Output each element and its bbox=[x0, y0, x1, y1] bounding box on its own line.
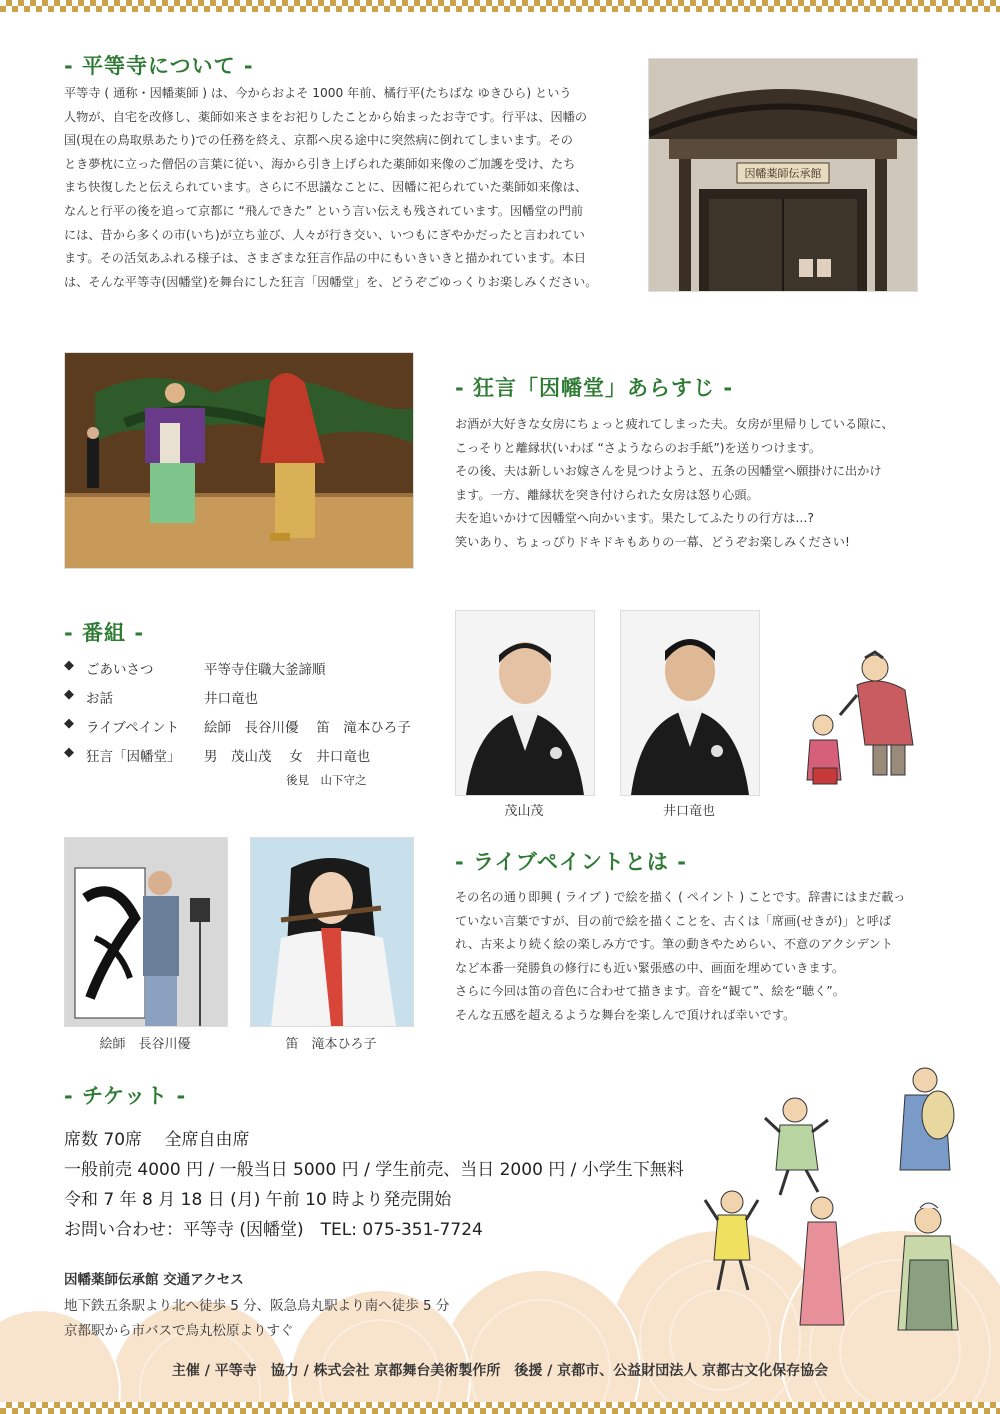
program-label: ごあいさつ bbox=[86, 662, 154, 678]
live-paint-text bbox=[455, 886, 935, 1028]
about-line: まち快復したと伝えられています。さらに不思議なことに、因幡に祀られていた薬師如来像は、 bbox=[64, 180, 588, 195]
program-value: 男 茂山茂 女 井口竜也 bbox=[204, 749, 371, 765]
live-paint-line: さらに今回は笛の音色に合わせて描きます。音を“観て”、絵を“聴く”。 bbox=[455, 984, 845, 999]
program-heading: - 番組 - bbox=[64, 621, 145, 645]
diamond-icon: ◆ bbox=[64, 716, 74, 731]
program-value: 平等寺住職大釜諦順 bbox=[204, 662, 326, 678]
program-label: 狂言「因幡堂」 bbox=[86, 749, 181, 765]
diamond-icon: ◆ bbox=[64, 658, 74, 673]
live-paint-line: その名の通り即興 ( ライブ ) で絵を描く ( ペイント ) ことです。辞書にはまだ載っ bbox=[455, 890, 906, 904]
live-paint-heading: - ライブペイントとは - bbox=[455, 850, 687, 874]
about-line: ます。その活気あふれる様子は、さまざまな狂言作品の中にもいきいきと描かれています。本日 bbox=[64, 251, 587, 266]
program-value: 井口竜也 bbox=[204, 691, 258, 707]
about-line: は、そんな平等寺(因幡堂)を舞台にした狂言「因幡堂」を、どうぞごゆっくりお楽しみください。 bbox=[64, 274, 598, 289]
kyogen-stage-photo bbox=[64, 352, 414, 569]
ticket-sale-date: 令和 7 年 8 月 18 日 (月) 午前 10 時より発売開始 bbox=[64, 1190, 452, 1210]
synopsis-line: こっそりと離縁状(いわば “さようならのお手紙”)を送りつけます。 bbox=[455, 440, 822, 455]
performer-caption: 絵師 長谷川優 bbox=[99, 1037, 191, 1052]
live-paint-line: など本番一発勝負の修行にも近い緊張感の中、画面を埋めていきます。 bbox=[455, 960, 845, 975]
live-paint-line: れ、古来より続く絵の楽しみ方です。筆の動きやためらい、不意のアクシデント bbox=[455, 937, 893, 952]
synopsis-heading: - 狂言「因幡堂」あらすじ - bbox=[455, 376, 734, 400]
live-paint-line: ていない言葉ですが、目の前で絵を描くことを、古くは「席画(せきが)」と呼ば bbox=[455, 913, 892, 928]
program-label: ライブペイント bbox=[86, 720, 180, 736]
diamond-icon: ◆ bbox=[64, 687, 74, 702]
ticket-seats: 席数 70席 全席自由席 bbox=[64, 1130, 250, 1150]
bottom-checker-border bbox=[0, 1402, 1000, 1414]
ticket-heading: - チケット - bbox=[64, 1084, 187, 1108]
synopsis-text bbox=[455, 413, 935, 555]
about-line: には、昔から多くの市(いち)が立ち並び、人々が行き交い、いつもにぎやかだったと言われてい bbox=[64, 227, 585, 242]
program-label: お話 bbox=[86, 691, 113, 707]
performer-caption: 笛 滝本ひろ子 bbox=[285, 1037, 377, 1052]
footer-credits: 主催 / 平等寺 協力 / 株式会社 京都舞台美術製作所 後援 / 京都市、公益財団法人 京都古文化保存協会 bbox=[171, 1363, 829, 1379]
diamond-icon: ◆ bbox=[64, 745, 74, 760]
actor-portrait-shigeyama bbox=[455, 610, 595, 796]
about-heading: - 平等寺について - bbox=[64, 54, 254, 78]
about-line: 国(現在の鳥取県あたり)での任務を終え、京都へ戻る途中に突然病に倒れてしまいます。その bbox=[64, 133, 573, 148]
painter-photo bbox=[64, 837, 228, 1027]
flutist-photo bbox=[250, 837, 414, 1027]
about-line: とき夢枕に立った僧侶の言葉に従い、海から引き上げられた薬師如来像のご加護を受け、たち bbox=[64, 156, 576, 171]
actor-name: 茂山茂 bbox=[504, 804, 544, 819]
live-paint-line: そんな五感を超えるような舞台を楽しんで頂ければ幸いです。 bbox=[455, 1007, 796, 1022]
synopsis-line: 夫を追いかけて因幡堂へ向かいます。果たしてふたりの行方は…? bbox=[455, 511, 814, 526]
top-checker-border bbox=[0, 0, 1000, 12]
ticket-prices: 一般前売 4000 円 / 一般当日 5000 円 / 学生前売、当日 2000 円 / 小学生下無料 bbox=[64, 1160, 684, 1180]
actor-portrait-iguchi bbox=[620, 610, 760, 796]
synopsis-line: ます。一方、離縁状を突き付けられた女房は怒り心頭。 bbox=[455, 487, 759, 502]
about-text bbox=[64, 82, 624, 294]
ticket-contact: お問い合わせ：平等寺 (因幡堂) TEL: 075-351-7724 bbox=[64, 1220, 483, 1240]
access-title: 因幡薬師伝承館 交通アクセス bbox=[64, 1272, 244, 1288]
access-line: 地下鉄五条駅より北へ徒歩 5 分、阪急烏丸駅より南へ徒歩 5 分 bbox=[64, 1298, 450, 1314]
synopsis-line: お酒が大好きな女房にちょっと疲れてしまった夫。女房が里帰りしている隙に、 bbox=[455, 417, 894, 431]
temple-sign: 因幡薬師伝承館 bbox=[744, 167, 822, 180]
dancing-figures-illustration bbox=[700, 1060, 970, 1350]
temple-photo bbox=[648, 58, 918, 292]
program-koken: 後見 山下守之 bbox=[286, 773, 367, 787]
about-line: なんと行平の後を追って京都に “飛んできた” という言い伝えも残されています。因幡堂の門前 bbox=[64, 203, 584, 218]
about-line: 平等寺 ( 通称・因幡薬師 ) は、今からおよそ 1000 年前、橘行平(たちばな ゆきひら) という bbox=[64, 86, 572, 100]
program-value: 絵師 長谷川優 笛 滝本ひろ子 bbox=[204, 720, 411, 736]
access-line: 京都駅から市バスで烏丸松原よりすぐ bbox=[64, 1323, 294, 1339]
synopsis-line: 笑いあり、ちょっぴりドキドキもありの一幕、どうぞお楽しみください! bbox=[455, 534, 850, 549]
kyogen-father-child-illustration bbox=[795, 650, 925, 800]
about-line: 人物が、自宅を改修し、薬師如来さまをお祀りしたことから始まったお寺です。行平は、因幡の bbox=[64, 109, 588, 124]
synopsis-line: その後、夫は新しいお嫁さんを見つけようと、五条の因幡堂へ願掛けに出かけ bbox=[455, 464, 882, 479]
actor-name: 井口竜也 bbox=[662, 804, 715, 819]
